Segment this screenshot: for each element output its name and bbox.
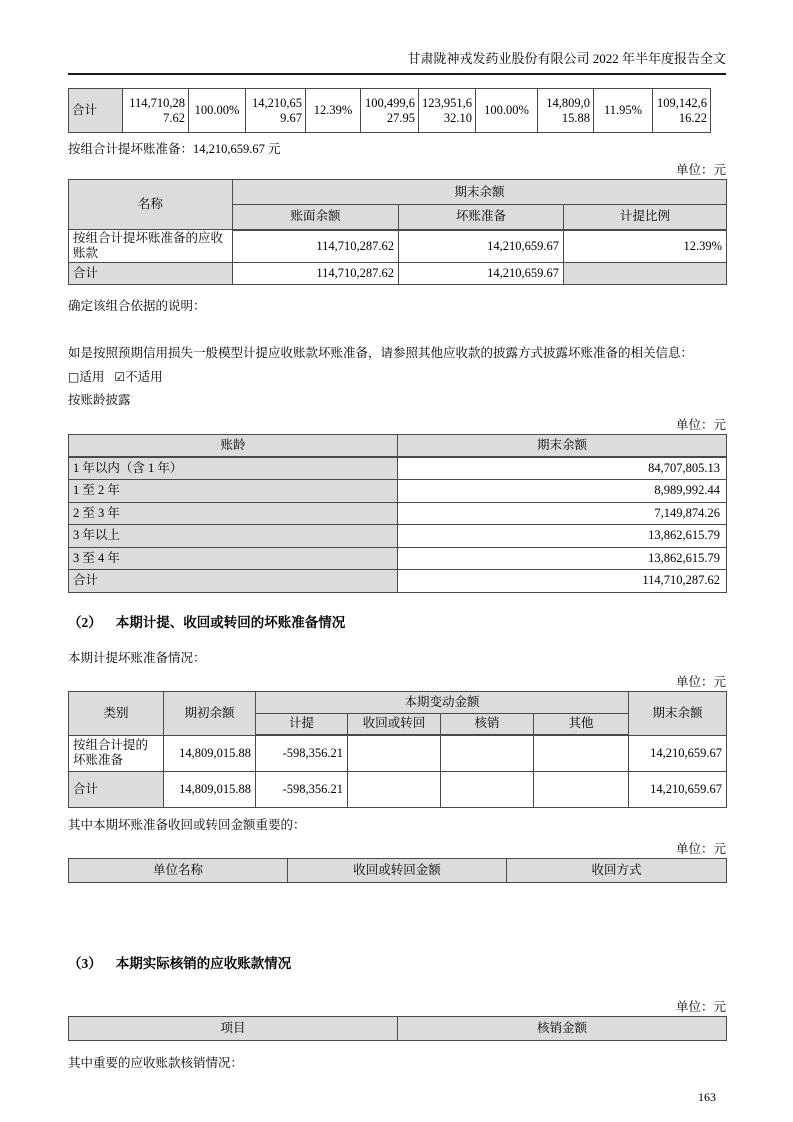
summary-cell: 14,809,015.88 bbox=[538, 89, 594, 133]
table-row bbox=[69, 89, 711, 133]
aging-table bbox=[68, 434, 727, 593]
closing-cell: 14,210,659.67 bbox=[629, 771, 727, 807]
column-header-period-end: 期末余额 bbox=[233, 180, 727, 205]
category-cell: 按组合计提的坏账准备 bbox=[69, 735, 164, 771]
section-heading-3 bbox=[68, 952, 726, 972]
closing-cell: 14,210,659.67 bbox=[629, 735, 727, 771]
unit-label: 单位：元 bbox=[675, 999, 726, 1014]
aging-value: 8,989,992.44 bbox=[398, 480, 727, 503]
table-row bbox=[69, 480, 727, 503]
writeoff-table bbox=[68, 1016, 727, 1041]
combo-provision-note: 按组合计提坏账准备：14,210,659.67 元 bbox=[68, 142, 281, 156]
ecl-note: 如是按照预期信用损失一般模型计提应收账款坏账准备，请参照其他应收款的披露方式披露坏账准备的相关信息： bbox=[68, 346, 694, 360]
summary-cell: 114,710,287.62 bbox=[123, 89, 189, 133]
column-header-name: 名称 bbox=[69, 180, 233, 230]
checkbox-unchecked-icon: □ bbox=[68, 370, 80, 384]
section-title: 本期实际核销的应收账款情况 bbox=[115, 955, 292, 971]
summary-cell: 100.00% bbox=[476, 89, 538, 133]
applicable-label: 适用 bbox=[79, 370, 105, 384]
combo-provision-table bbox=[68, 179, 727, 285]
table-header-row bbox=[69, 691, 727, 713]
unit-label: 单位：元 bbox=[675, 163, 726, 177]
recovered-cell bbox=[348, 735, 441, 771]
column-header-unit-name: 单位名称 bbox=[69, 858, 288, 882]
column-header-period-end: 期末余额 bbox=[398, 435, 727, 458]
bad-debt-movement-table bbox=[68, 691, 727, 808]
section-number: （3） bbox=[68, 955, 102, 971]
aging-label: 3 年以上 bbox=[69, 525, 398, 548]
opening-cell: 14,809,015.88 bbox=[164, 735, 256, 771]
table-row bbox=[69, 735, 727, 771]
column-header-closing: 期末余额 bbox=[629, 691, 727, 735]
aging-disclosure-note: 按账龄披露 bbox=[68, 393, 131, 407]
table-header-row bbox=[69, 1016, 727, 1040]
important-writeoff-note: 其中重要的应收账款核销情况： bbox=[68, 1055, 244, 1070]
important-recovery-note: 其中本期坏账准备收回或转回金额重要的： bbox=[68, 817, 306, 832]
section-number: （2） bbox=[68, 614, 102, 630]
column-header-recovered: 收回或转回 bbox=[348, 713, 441, 735]
table-row bbox=[69, 502, 727, 525]
summary-cell: 14,210,659.67 bbox=[246, 89, 306, 133]
header-divider bbox=[68, 73, 726, 75]
provision-cell: -598,356.21 bbox=[256, 735, 348, 771]
not-applicable-option bbox=[114, 370, 162, 384]
column-header-book-balance: 账面余额 bbox=[233, 205, 399, 230]
column-header-other: 其他 bbox=[534, 713, 629, 735]
aging-value: 84,707,805.13 bbox=[398, 457, 727, 480]
page-number: 163 bbox=[698, 1089, 716, 1104]
summary-cell: 100,499,627.95 bbox=[361, 89, 419, 133]
column-header-item: 项目 bbox=[69, 1016, 398, 1040]
summary-cell: 11.95% bbox=[594, 89, 653, 133]
aging-label: 1 至 2 年 bbox=[69, 480, 398, 503]
column-header-bad-debt: 坏账准备 bbox=[399, 205, 564, 230]
summary-total-table bbox=[68, 88, 711, 133]
table-row bbox=[69, 263, 727, 285]
report-header-title: 甘肃陇神戎发药业股份有限公司 2022 年半年度报告全文 bbox=[407, 51, 726, 66]
row-name: 按组合计提坏账准备的应收账款 bbox=[69, 230, 233, 263]
other-cell bbox=[534, 771, 629, 807]
table-row bbox=[69, 570, 727, 593]
unit-label: 单位：元 bbox=[675, 674, 726, 689]
category-cell: 合计 bbox=[69, 771, 164, 807]
unit-label: 单位：元 bbox=[675, 418, 726, 432]
column-header-writeoff-amount: 核销金额 bbox=[398, 1016, 727, 1040]
aging-label: 3 至 4 年 bbox=[69, 547, 398, 570]
other-cell bbox=[534, 735, 629, 771]
summary-cell: 12.39% bbox=[306, 89, 361, 133]
aging-label: 1 年以内（含 1 年） bbox=[69, 457, 398, 480]
table-header-row bbox=[69, 180, 727, 205]
ratio-cell bbox=[564, 263, 727, 285]
table-row bbox=[69, 525, 727, 548]
table-row bbox=[69, 457, 727, 480]
written-off-cell bbox=[441, 771, 534, 807]
column-header-opening: 期初余额 bbox=[164, 691, 256, 735]
summary-total-label: 合计 bbox=[69, 89, 123, 133]
table-header-row bbox=[69, 435, 727, 458]
recovered-cell bbox=[348, 771, 441, 807]
unit-label: 单位：元 bbox=[675, 841, 726, 856]
basis-note: 确定该组合依据的说明： bbox=[68, 299, 206, 313]
applicable-option bbox=[68, 370, 104, 384]
not-applicable-label: 不适用 bbox=[125, 370, 163, 384]
column-header-category: 类别 bbox=[69, 691, 164, 735]
applicability-line bbox=[68, 367, 726, 385]
ratio-cell: 12.39% bbox=[564, 230, 727, 263]
summary-cell: 123,951,632.10 bbox=[419, 89, 476, 133]
bad-debt-cell: 14,210,659.67 bbox=[399, 263, 564, 285]
column-header-movement: 本期变动金额 bbox=[256, 691, 629, 713]
section-title: 本期计提、收回或转回的坏账准备情况 bbox=[115, 614, 346, 630]
written-off-cell bbox=[441, 735, 534, 771]
aging-value: 7,149,874.26 bbox=[398, 502, 727, 525]
book-balance-cell: 114,710,287.62 bbox=[233, 263, 399, 285]
current-provision-note: 本期计提坏账准备情况： bbox=[68, 650, 206, 665]
aging-value: 13,862,615.79 bbox=[398, 525, 727, 548]
aging-label: 合计 bbox=[69, 570, 398, 593]
row-name: 合计 bbox=[69, 263, 233, 285]
section-heading-2 bbox=[68, 611, 726, 631]
opening-cell: 14,809,015.88 bbox=[164, 771, 256, 807]
column-header-aging: 账龄 bbox=[69, 435, 398, 458]
column-header-provision: 计提 bbox=[256, 713, 348, 735]
provision-cell: -598,356.21 bbox=[256, 771, 348, 807]
summary-cell: 109,142,616.22 bbox=[653, 89, 711, 133]
summary-cell: 100.00% bbox=[189, 89, 246, 133]
aging-value: 114,710,287.62 bbox=[398, 570, 727, 593]
table-row bbox=[69, 230, 727, 263]
recovery-table bbox=[68, 858, 727, 883]
bad-debt-cell: 14,210,659.67 bbox=[399, 230, 564, 263]
table-row bbox=[69, 771, 727, 807]
table-header-row bbox=[69, 858, 727, 882]
column-header-recovered-amount: 收回或转回金额 bbox=[288, 858, 507, 882]
aging-label: 2 至 3 年 bbox=[69, 502, 398, 525]
checkbox-checked-icon: ☑ bbox=[114, 370, 126, 384]
table-row bbox=[69, 547, 727, 570]
column-header-recovery-method: 收回方式 bbox=[507, 858, 727, 882]
book-balance-cell: 114,710,287.62 bbox=[233, 230, 399, 263]
column-header-ratio: 计提比例 bbox=[564, 205, 727, 230]
aging-value: 13,862,615.79 bbox=[398, 547, 727, 570]
column-header-written-off: 核销 bbox=[441, 713, 534, 735]
